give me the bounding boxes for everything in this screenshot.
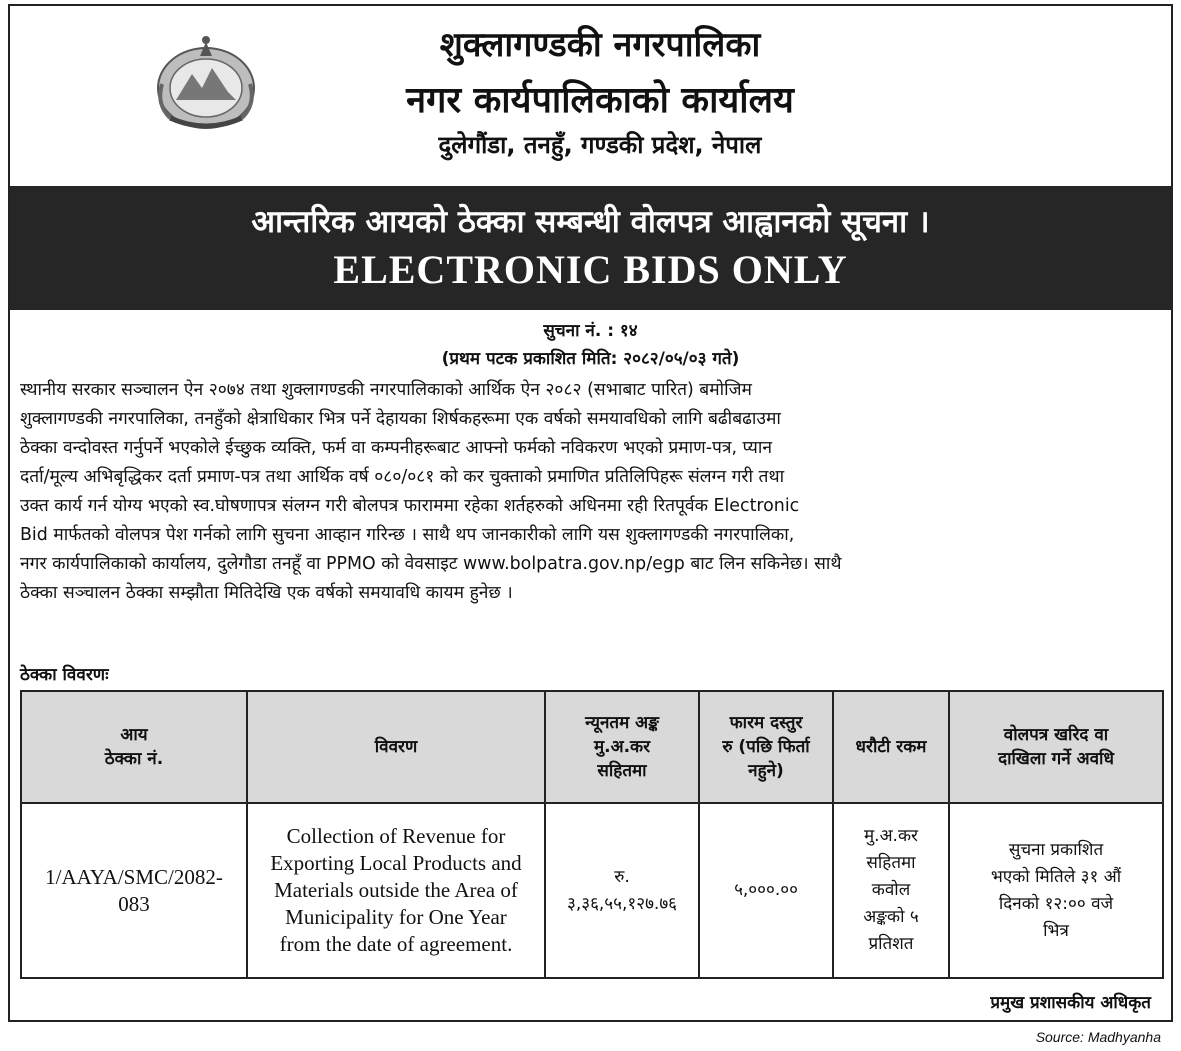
notice-number: सुचना नं. : १४ [543, 321, 638, 341]
header-deposit: धरौटी रकम [833, 691, 949, 803]
body-line: Bid मार्फतको वोलपत्र पेश गर्नको लागि सुचना आव्हान गरिन्छ । साथै थप जानकारीको लागि यस शुक्लागण्डकी नगरपालिका, [20, 525, 795, 545]
office-name: नगर कार्यपालिकाको कार्यालय [406, 80, 794, 121]
first-publish-date: (प्रथम पटक प्रकाशित मिति: २०८२/०५/०३ गते) [441, 349, 740, 369]
body-line: ठेक्का सञ्चालन ठेक्का सम्झौता मितिदेखि एक वर्षको समयावधि कायम हुनेछ । [20, 583, 513, 603]
source-note: Source: Madhyanha [1035, 1029, 1161, 1045]
table-header-row [21, 691, 1163, 803]
cell-bid-period: सुचना प्रकाशित भएको मितिले ३१ औं दिनको १२:०० वजे भित्र [949, 803, 1163, 978]
cell-description: Collection of Revenue for Exporting Local Products and Materials outside the Area of Municipality for One Year from the date of agreement. [247, 803, 545, 978]
body-line: नगर कार्यपालिकाको कार्यालय, दुलेगौडा तनहूँ वा PPMO को वेवसाइट www.bolpatra.gov.np/egp बाट लिन सकिनेछ। साथै [20, 554, 842, 574]
body-line: शुक्लागण्डकी नगरपालिका, तनहुँको क्षेत्राधिकार भित्र पर्ने देहायका शिर्षकहरूमा एक वर्षको समयावधिको लागि बढीबढाउमा [20, 409, 781, 429]
banner-title-english: ELECTRONIC BIDS ONLY [333, 247, 848, 292]
municipality-name: शुक्लागण्डकी नगरपालिका [439, 25, 761, 65]
cell-contract-no: 1/AAYA/SMC/2082- 083 [21, 803, 247, 978]
table-row [21, 803, 1163, 978]
body-line: उक्त कार्य गर्न योग्य भएको स्व.घोषणापत्र संलग्न गरी बोलपत्र फाराममा रहेका शर्तहरुको अधिनमा रही रितपूर्वक Electronic [20, 496, 800, 516]
cell-deposit: मु.अ.कर सहितमा कवोल अङ्कको ५ प्रतिशत [833, 803, 949, 978]
notice-body [20, 376, 1162, 608]
cell-minimum-amount: रु. ३,३६,५५,१२७.७६ [545, 803, 699, 978]
header-minimum-amount: न्यूनतम अङ्क मु.अ.कर सहितमा [545, 691, 699, 803]
banner-title-nepali: आन्तरिक आयको ठेक्का सम्बन्धी वोलपत्र आह्वानको सूचना । [251, 204, 930, 240]
signatory-title: प्रमुख प्रशासकीय अधिकृत [990, 993, 1151, 1013]
body-line: स्थानीय सरकार सञ्चालन ऐन २०७४ तथा शुक्लागण्डकी नगरपालिकाको आर्थिक ऐन २०८२ (सभाबाट पारित) बमोजिम [20, 380, 752, 400]
contract-details-label: ठेक्का विवरणः [20, 665, 109, 685]
nepal-government-emblem-icon [150, 34, 262, 134]
header-bid-period: वोलपत्र खरिद वा दाखिला गर्ने अवधि [949, 691, 1163, 803]
notice-banner [10, 186, 1171, 310]
header-description: विवरण [247, 691, 545, 803]
office-address: दुलेगौंडा, तनहुँ, गण्डकी प्रदेश, नेपाल [438, 131, 762, 159]
header-contract-no: आय ठेक्का नं. [21, 691, 247, 803]
header-form-fee: फारम दस्तुर रु (पछि फिर्ता नहुने) [699, 691, 833, 803]
body-line: ठेक्का वन्दोवस्त गर्नुपर्ने भएकोले ईच्छुक व्यक्ति, फर्म वा कम्पनीहरूबाट आफ्नो फर्मको नविकरण भएको प्रमाण-पत्र, प्यान [20, 438, 773, 458]
body-line: दर्ता/मूल्य अभिबृद्धिकर दर्ता प्रमाण-पत्र तथा आर्थिक वर्ष ०८०/०८१ को कर चुक्ताको प्रमाणित प्रतिलिपिहरू संलग्न गरी तथा [20, 467, 785, 487]
cell-form-fee: ५,०००.०० [699, 803, 833, 978]
contract-table [20, 690, 1164, 979]
